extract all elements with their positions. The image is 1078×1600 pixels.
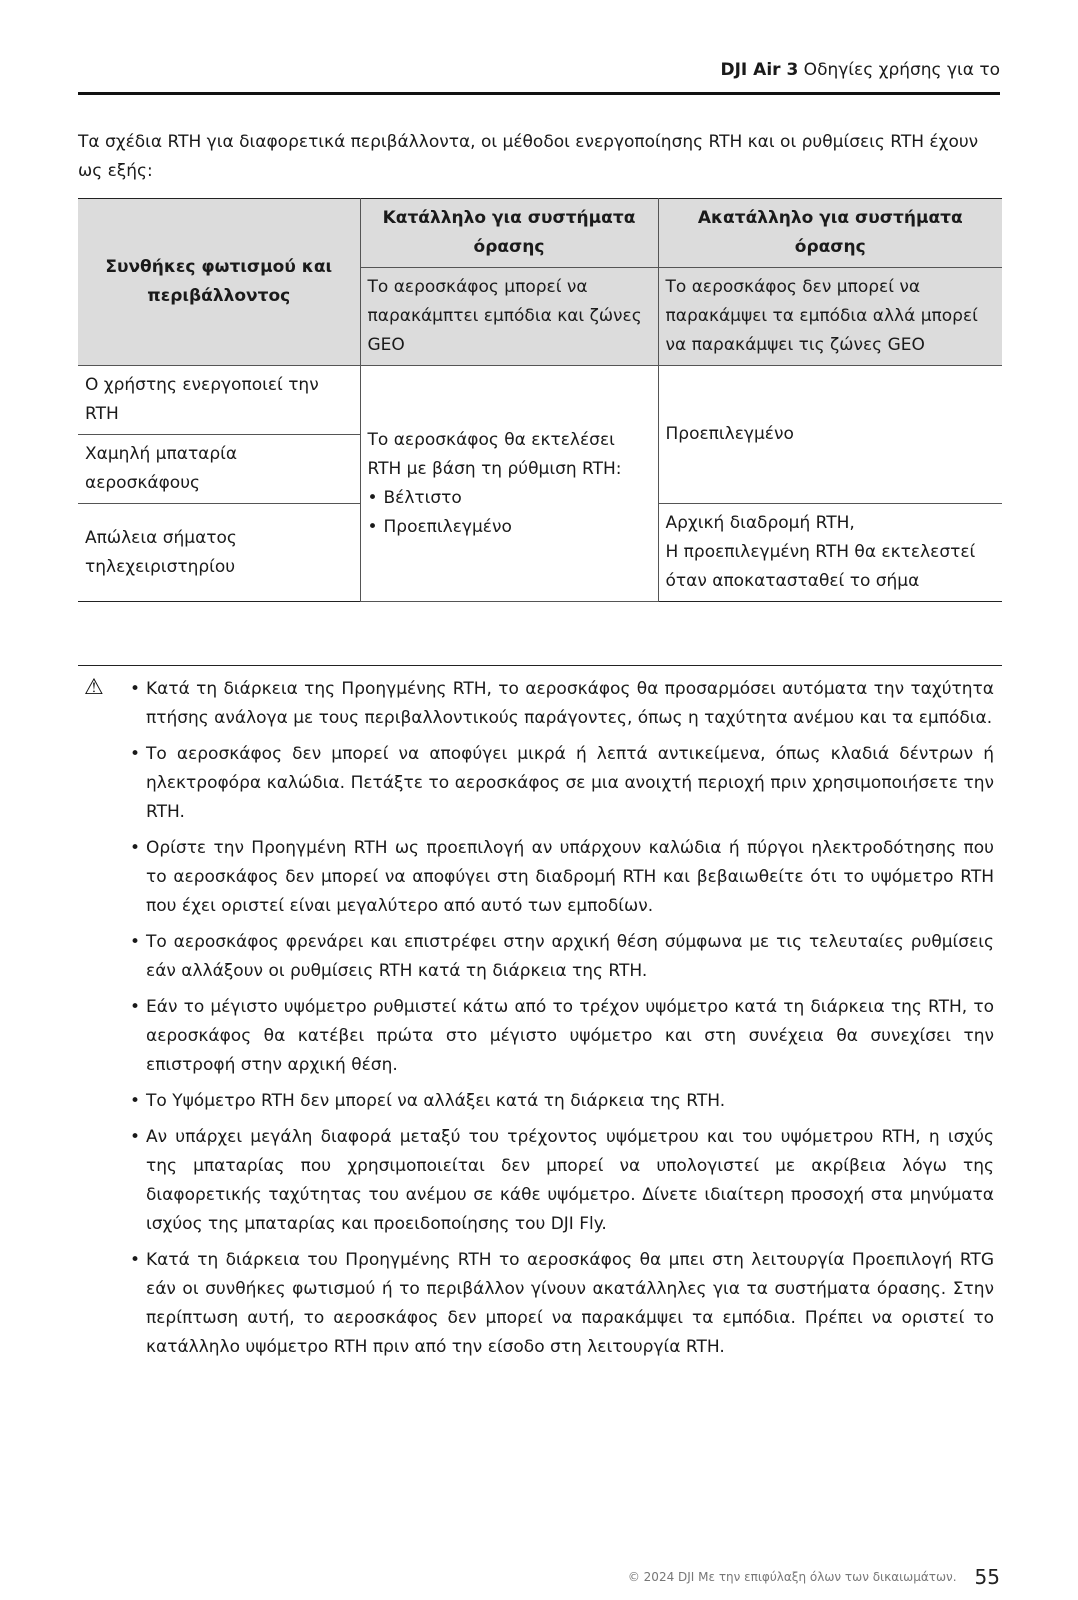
note-item: • Κατά τη διάρκεια της Προηγμένης RTH, το αεροσκάφος θα προσαρμόσει αυτόματα την ταχύτητα πτήσης ανάλογα με τους περιβαλλοντικούς παράγοντες, όπως η ταχύτητα ανέμου και τα εμπόδια. <box>130 675 994 733</box>
col-suitable-desc: Το αεροσκάφος μπορεί να παρακάμπτει εμπόδια και ζώνες GEO <box>360 268 658 366</box>
unsuitable-signal-cell <box>658 504 1002 602</box>
row-label-low-battery: Χαμηλή μπαταρία αεροσκάφους <box>78 435 360 504</box>
note-item: • Το αεροσκάφος φρενάρει και επιστρέφει στην αρχική θέση σύμφωνα με τις τελευταίες ρυθμίσεις εάν αλλάξουν οι ρυθμίσεις RTH κατά τη διάρκεια της RTH. <box>130 928 994 986</box>
notes-list <box>130 675 1002 1362</box>
note-item: • Εάν το μέγιστο υψόμετρο ρυθμιστεί κάτω από το τρέχον υψόμετρο κατά τη διάρκεια της RTH, το αεροσκάφος θα κατέβει πρώτα στο μέγιστο υψόμετρο και στη συνέχεια θα συνεχίσει την επιστροφή στην αρχική θέση. <box>130 993 994 1080</box>
table-row <box>78 366 1002 435</box>
note-item: • Το αεροσκάφος δεν μπορεί να αποφύγει μικρά ή λεπτά αντικείμενα, όπως κλαδιά δέντρων ή ηλεκτροφόρα καλώδια. Πετάξτε το αεροσκάφος σε μια ανοιχτή περιοχή πριν χρησιμοποιήσετε την RTH. <box>130 740 994 827</box>
table-header-row <box>78 199 1002 268</box>
warning-icon: ⚠ <box>84 675 104 700</box>
col-unsuitable-header: Ακατάλληλο για συστήματα όρασης <box>658 199 1002 268</box>
row-label-user: Ο χρήστης ενεργοποιεί την RTH <box>78 366 360 435</box>
corner-header: Συνθήκες φωτισμού και περιβάλλοντος <box>78 199 360 366</box>
page-header <box>78 58 1000 95</box>
note-item: • Κατά τη διάρκεια του Προηγμένης RTH το αεροσκάφος θα μπει στη λειτουργία Προεπιλογή RTG εάν οι συνθήκες φωτισμού ή το περιβάλλον γίνουν ακατάλληλες για τα συστήματα όρασης. Στην περίπτωση αυτή, το αεροσκάφος δεν μπορεί να παρακάμψει τα εμπόδια. Πρέπει να οριστεί το κατάλληλο υψόμετρο RTH πριν από την είσοδο στη λειτουργία RTH. <box>130 1246 994 1362</box>
signal-line-2: Η προεπιλεγμένη RTH θα εκτελεστεί όταν αποκατασταθεί το σήμα <box>665 542 976 591</box>
option-default: • Προεπιλεγμένο <box>368 513 651 542</box>
col-unsuitable-desc: Το αεροσκάφος δεν μπορεί να παρακάμψει τα εμπόδια αλλά μπορεί να παρακάμψει τις ζώνες GEO <box>658 268 1002 366</box>
note-item: • Ορίστε την Προηγμένη RTH ως προεπιλογή αν υπάρχουν καλώδια ή πύργοι ηλεκτροδότησης που το αεροσκάφος δεν μπορεί να αποφύγει στη διαδρομή RTH και βεβαιωθείτε ότι το υψόμετρο RTH που έχει οριστεί είναι μεγαλύτερο από αυτό των εμποδίων. <box>130 834 994 921</box>
note-item: • Το Υψόμετρο RTH δεν μπορεί να αλλάξει κατά τη διάρκεια της RTH. <box>130 1087 994 1116</box>
copyright: © 2024 DJI Με την επιφύλαξη όλων των δικαιωμάτων. <box>627 1570 957 1584</box>
header-brand: DJI Air 3 <box>720 60 799 80</box>
unsuitable-default-cell: Προεπιλεγμένο <box>658 366 1002 504</box>
row-label-signal-loss: Απώλεια σήματος τηλεχειριστηρίου <box>78 504 360 602</box>
page-footer <box>628 1562 1000 1592</box>
col-suitable-header: Κατάλληλο για συστήματα όρασης <box>360 199 658 268</box>
header-title: Οδηγίες χρήσης για το <box>798 60 1000 80</box>
intro-paragraph: Τα σχέδια RTH για διαφορετικά περιβάλλοντα, οι μέθοδοι ενεργοποίησης RTH και οι ρυθμίσεις RTH έχουν ως εξής: <box>78 132 979 181</box>
rth-table <box>78 198 1002 602</box>
suitable-text: Το αεροσκάφος θα εκτελέσει RTH με βάση τη ρύθμιση RTH: <box>367 429 622 479</box>
suitable-options <box>368 484 651 542</box>
page-number: 55 <box>974 1565 1000 1589</box>
suitable-cell <box>360 366 658 602</box>
note-item: • Αν υπάρχει μεγάλη διαφορά μεταξύ του τρέχοντος υψόμετρου και του υψόμετρου RTH, η ισχύς της μπαταρίας που χρησιμοποιείται δεν μπορεί να υπολογιστεί με ακρίβεια λόγω της διαφορετικής ταχύτητας του ανέμου σε κάθε υψόμετρο. Δίνετε ιδιαίτερη προσοχή στα μηνύματα ισχύος της μπαταρίας και προειδοποίησης του DJI Fly. <box>130 1123 994 1239</box>
warning-notes <box>78 665 1002 1369</box>
option-optimal: • Βέλτιστο <box>368 484 651 513</box>
signal-line-1: Αρχική διαδρομή RTH, <box>665 513 855 533</box>
